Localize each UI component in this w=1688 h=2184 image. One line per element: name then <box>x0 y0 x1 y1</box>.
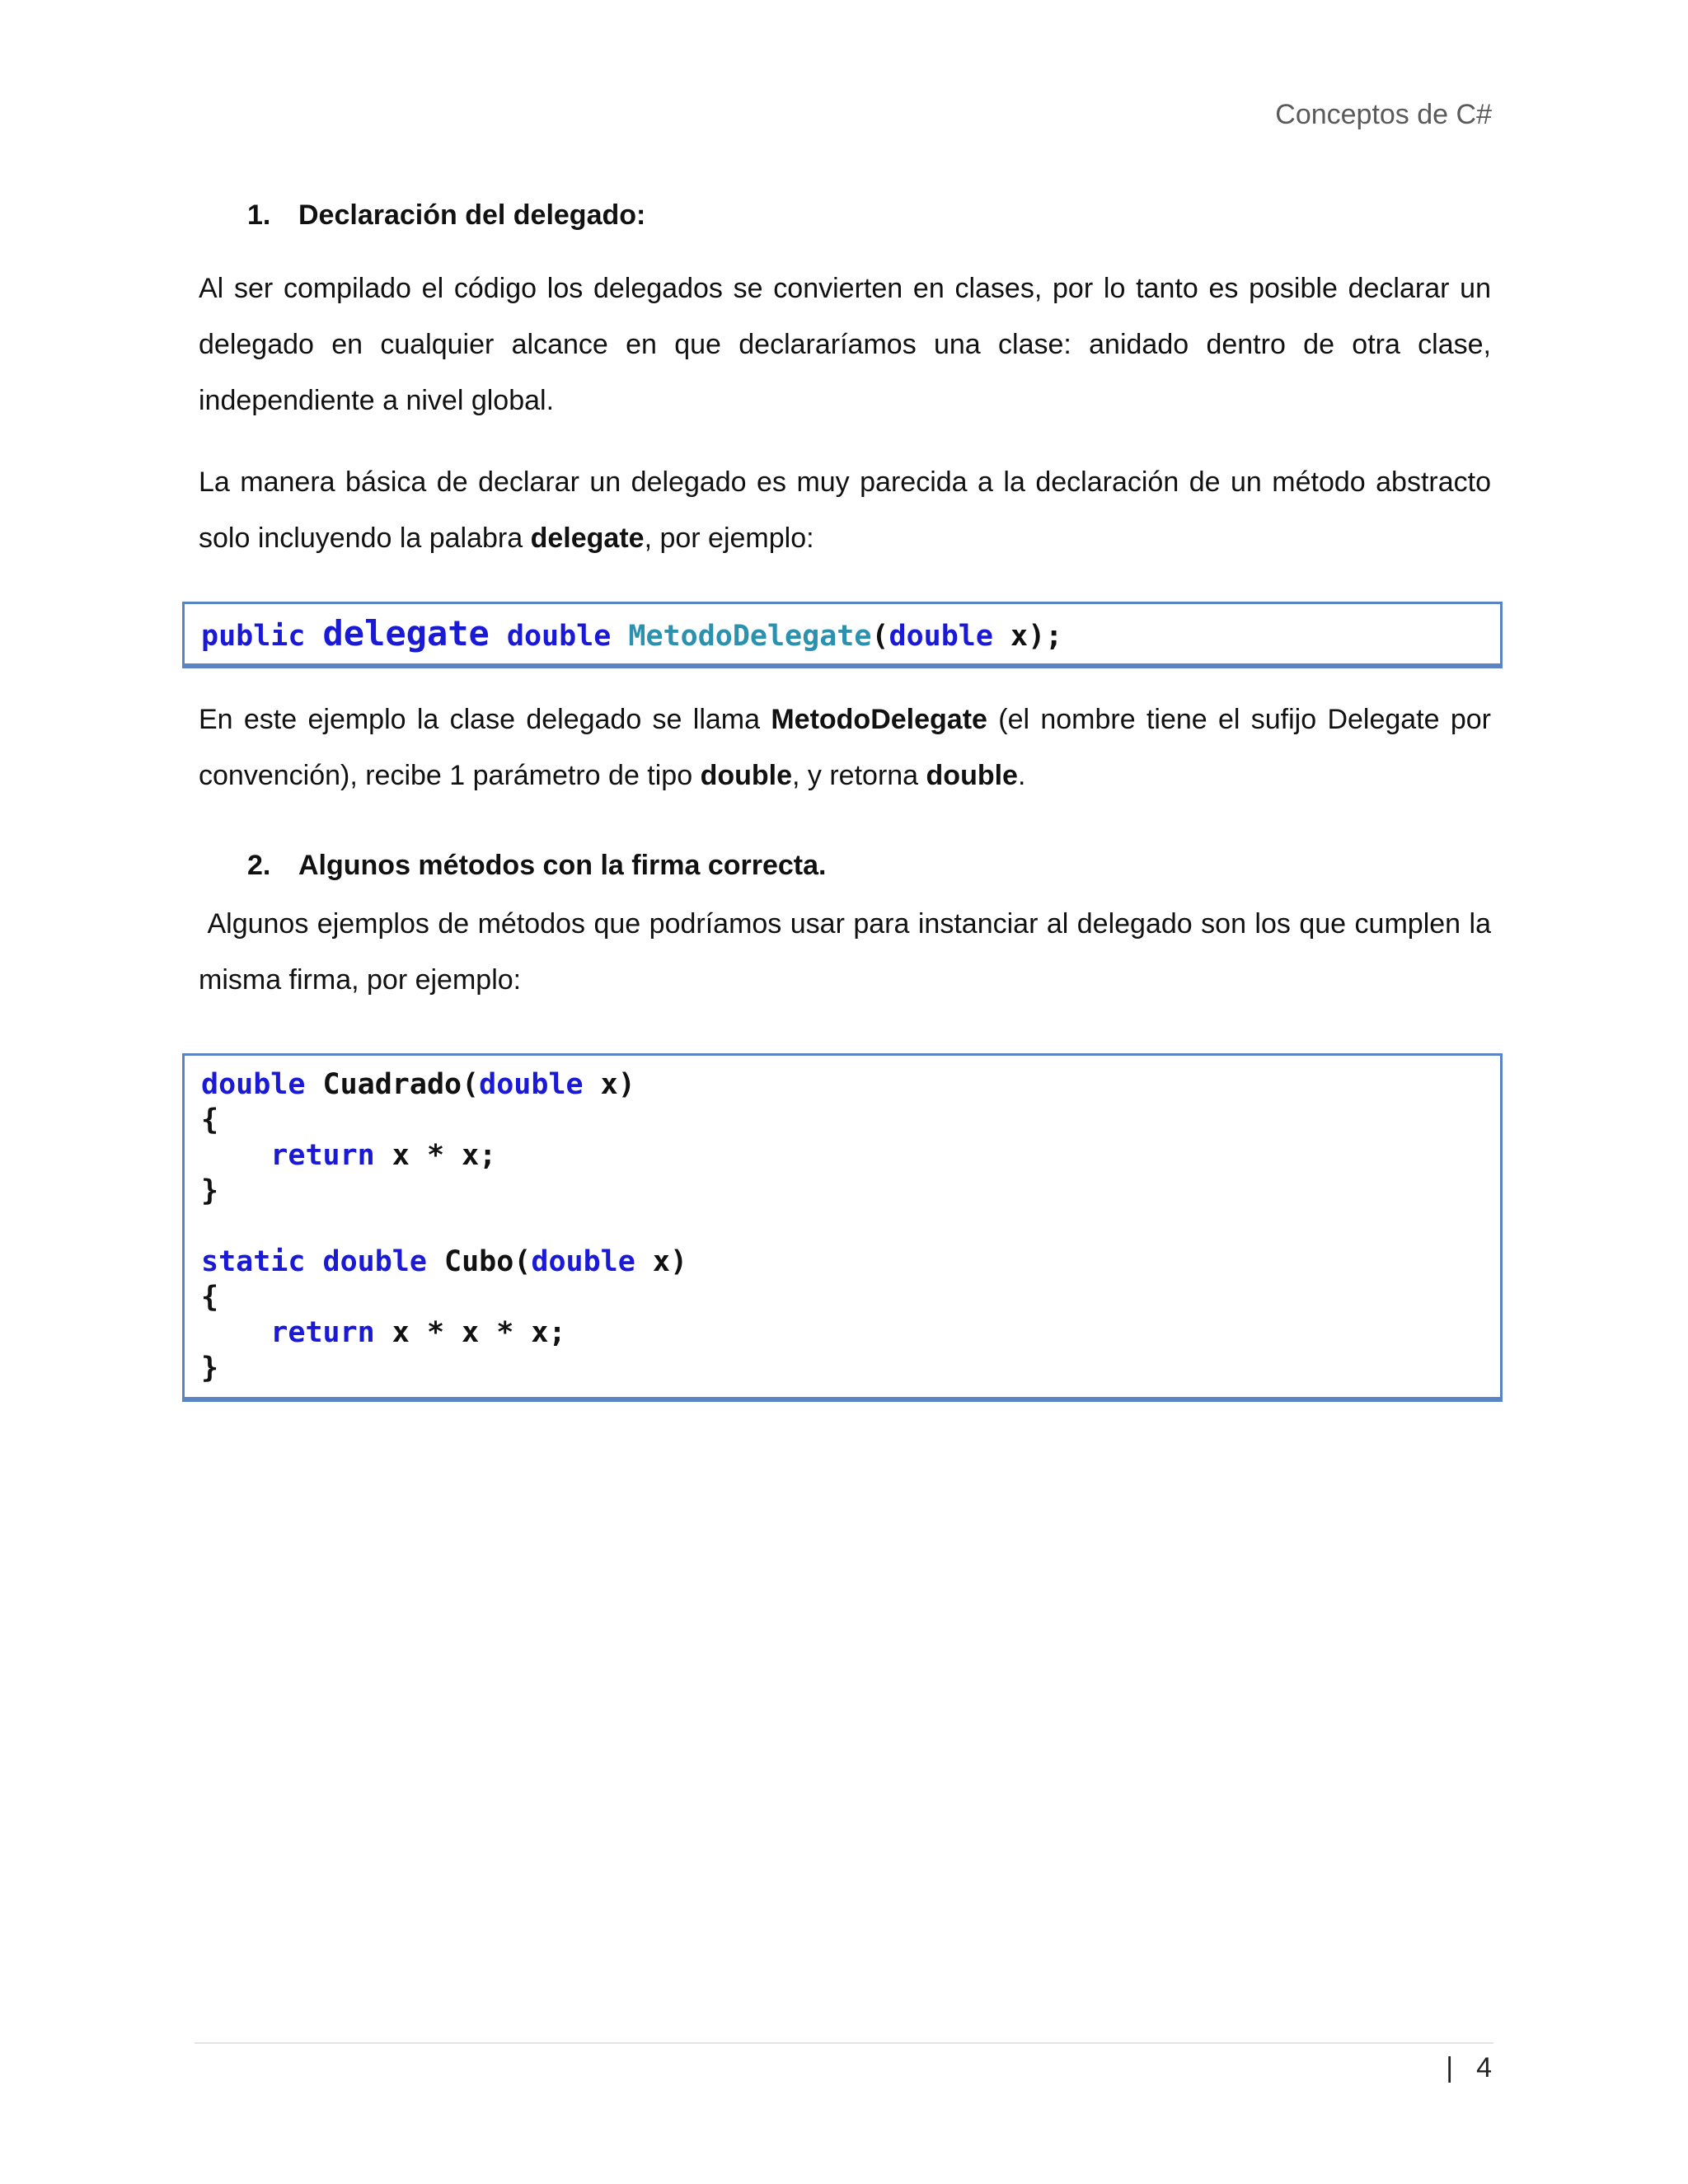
section-1-heading <box>247 199 645 232</box>
code-block-example-methods <box>182 1053 1503 1402</box>
code-line-2: { <box>201 1104 219 1137</box>
paragraph-3-text-1: En este ejemplo la clase delegado se llama <box>199 704 771 735</box>
section-2-title: Algunos métodos con la firma correcta. <box>298 850 827 881</box>
paragraph-3-text-2: (el nombre tiene el sufijo Delegate por convención), recibe 1 parámetro de tipo <box>199 704 1491 791</box>
code-line-3 <box>201 1138 1500 1174</box>
code-param-rest: x); <box>992 620 1063 653</box>
paragraph-2-text-after: , por ejemplo: <box>644 523 814 554</box>
code-indent <box>201 1316 270 1349</box>
paragraph-3-bold-double-return: double <box>926 760 1018 791</box>
section-1-paragraph-1: Al ser compilado el código los delegados se convierten en clases, por lo tanto es posible declarar un delegado en cualquier alcance en que declararíamos una clase: anidado dentro de otra clase, independiente a nivel global. <box>199 273 1491 416</box>
code-keyword-delegate: delegate <box>322 613 490 654</box>
code-keyword-double: double <box>506 620 612 653</box>
paragraph-3-bold-double: double <box>700 760 793 791</box>
section-1-paragraph-2 <box>199 454 1491 566</box>
code-return-expr: x * x * x; <box>374 1316 566 1349</box>
section-1-number: 1. <box>247 199 271 231</box>
code-block-delegate-declaration <box>182 602 1503 668</box>
paragraph-3-text-3: , y retorna <box>792 760 926 791</box>
code-line-delegate <box>201 613 1500 654</box>
code-keyword-double-param: double <box>531 1245 635 1278</box>
code-line-8 <box>201 1315 1500 1351</box>
code-indent <box>201 1139 270 1172</box>
running-header: Conceptos de C# <box>1275 99 1492 130</box>
code-line-7: { <box>201 1281 219 1314</box>
paragraph-3-bold-metododelegate: MetodoDelegate <box>771 704 987 735</box>
page-number-separator: | <box>1446 2052 1454 2083</box>
code-line-6 <box>201 1244 1500 1280</box>
code-keyword-double-param: double <box>889 620 993 653</box>
code-keyword-public: public <box>201 620 306 653</box>
section-2-paragraph-1: Algunos ejemplos de métodos que podríamos usar para instanciar al delegado son los que cumplen la misma firma, por ejemplo: <box>199 908 1499 996</box>
code-keyword-double-param: double <box>479 1068 584 1101</box>
code-return-expr: x * x; <box>374 1139 497 1172</box>
code-line-9: } <box>201 1352 219 1385</box>
code-keyword-return: return <box>270 1316 375 1349</box>
code-keyword-double: double <box>201 1068 306 1101</box>
page-number <box>1446 2052 1492 2084</box>
code-method-cubo: Cubo( <box>426 1245 532 1278</box>
code-line-1 <box>201 1067 1500 1103</box>
code-method-cuadrado: Cuadrado( <box>305 1068 480 1101</box>
section-2-number: 2. <box>247 850 271 881</box>
code-line-blank <box>201 1209 1500 1244</box>
paragraph-2-text-before: La manera básica de declarar un delegado es muy parecida a la declaración de un método abstracto solo incluyendo la palabra <box>199 466 1491 554</box>
code-keyword-static: static <box>201 1245 306 1278</box>
code-line-4: } <box>201 1174 219 1207</box>
code-keyword-double: double <box>322 1245 427 1278</box>
paragraph-2-bold-delegate: delegate <box>530 523 645 554</box>
code-paren: ( <box>871 620 889 653</box>
code-param-rest: x) <box>583 1068 635 1101</box>
code-type-name: MetodoDelegate <box>628 620 872 653</box>
paragraph-3-text-4: . <box>1017 760 1026 791</box>
page-number-value: 4 <box>1476 2052 1492 2083</box>
code-keyword-return: return <box>270 1139 375 1172</box>
section-1-title: Declaración del delegado: <box>298 199 646 231</box>
footer-divider <box>195 2042 1493 2044</box>
section-2-heading <box>247 850 826 882</box>
code-param-rest: x) <box>635 1245 688 1278</box>
section-1-paragraph-3 <box>199 691 1491 804</box>
